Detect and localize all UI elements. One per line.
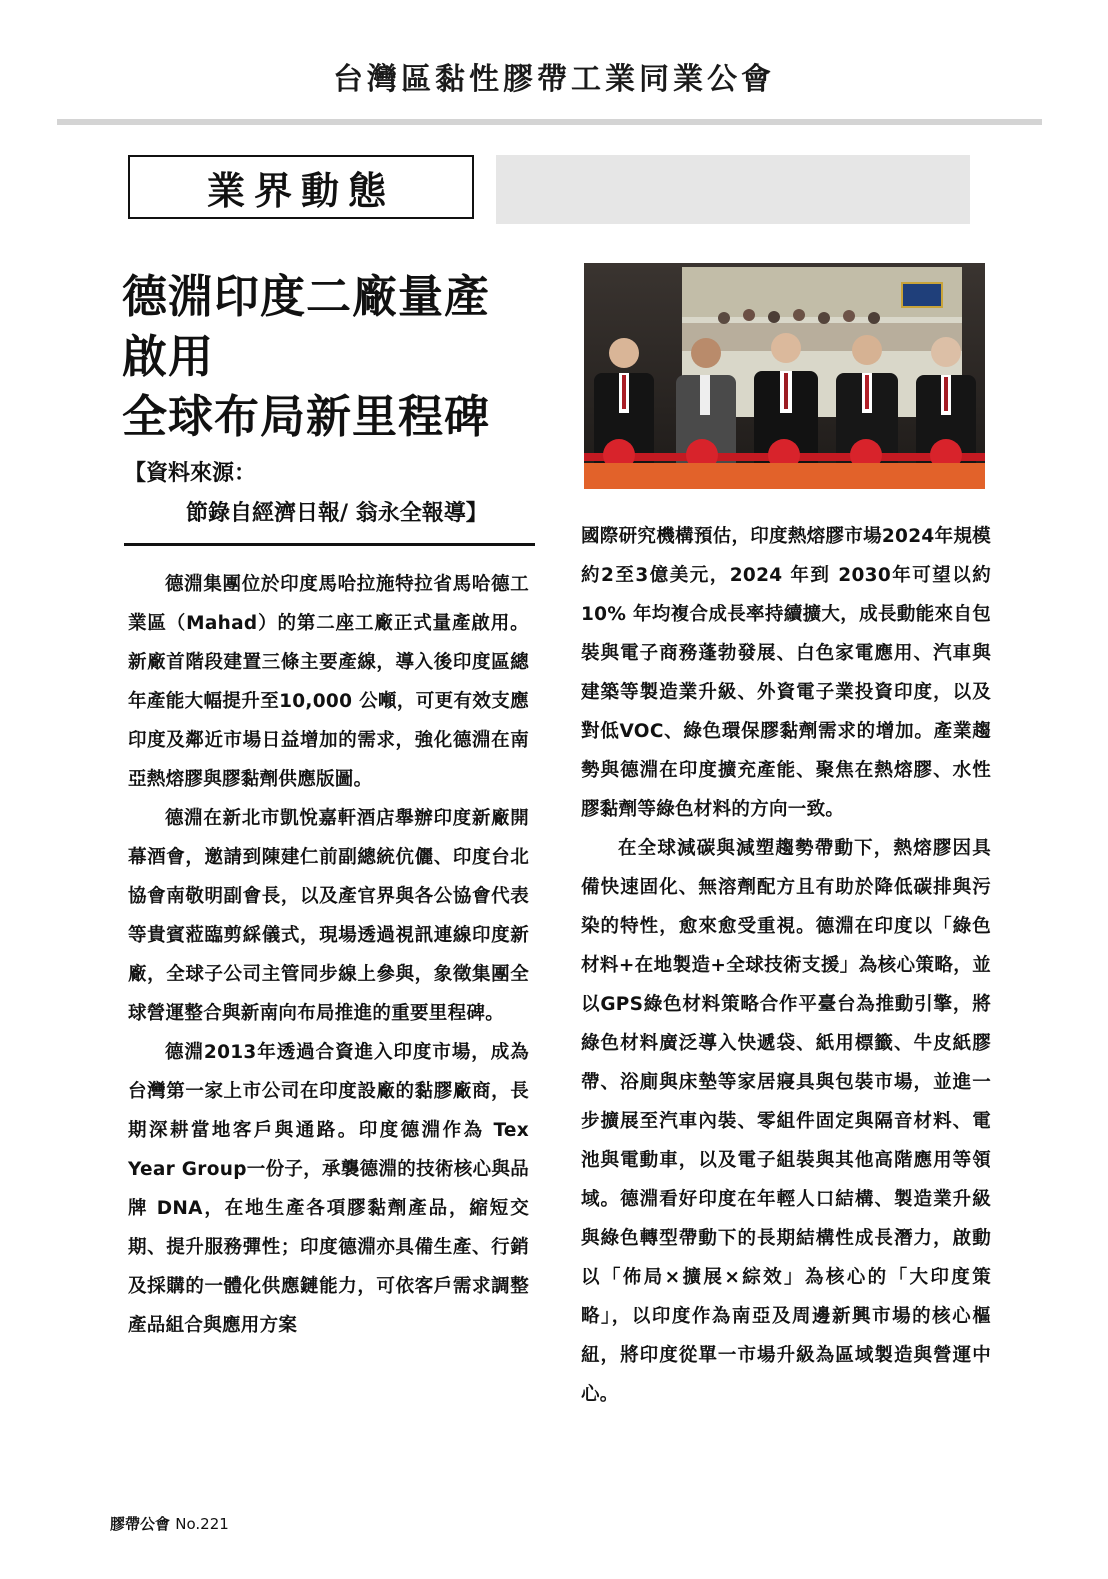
paragraph-1: 德淵集團位於印度馬哈拉施特拉省馬哈德工業區（Mahad）的第二座工廠正式量產啟用。新廠首階段建置三條主要產線，導入後印度區總年產能大幅提升至10,000 公噸，可更有效支應印度及鄰近市場日益增加的需求，強化德淵在南亞熱熔膠與膠黏劑供應版圖。	[128, 574, 529, 790]
publication-header: 台灣區黏性膠帶工業同業公會	[333, 62, 775, 97]
source-divider	[124, 543, 535, 546]
article-source	[124, 454, 544, 534]
headline-line-1: 德淵印度二廠量產	[122, 270, 491, 323]
article-column-left	[128, 565, 529, 1345]
source-line-2: 節錄自經濟日報/ 翁永全報導】	[186, 501, 488, 526]
headline-line-2: 啟用	[122, 330, 215, 383]
header-divider	[57, 119, 1042, 125]
ribbon-cutting-photo	[584, 263, 985, 489]
paragraph-5: 在全球減碳與減塑趨勢帶動下，熱熔膠因具備快速固化、無溶劑配方且有助於降低碳排與污染的特性，愈來愈受重視。德淵在印度以「綠色材料+在地製造+全球技術支援」為核心策略，並以GPS綠色材料策略合作平臺台為推動引擎，將綠色材料廣泛導入快遞袋、紙用標籤、牛皮紙膠帶、浴廁與床墊等家居寢具與包裝市場，並進一步擴展至汽車內裝、零組件固定與隔音材料、電池與電動車，以及電子組裝與其他高階應用等領域。德淵看好印度在年輕人口結構、製造業升級與綠色轉型帶動下的長期結構性成長潛力，啟動以「佈局×擴展×綜效」為核心的「大印度策略」，以印度作為南亞及周邊新興市場的核心樞紐，將印度從單一市場升級為區域製造與營運中心。	[581, 838, 991, 1405]
footer-magazine-name: 膠帶公會	[110, 1515, 171, 1533]
paragraph-4: 國際研究機構預估，印度熱熔膠市場2024年規模約2至3億美元，2024 年到 2030年可望以約10% 年均複合成長率持續擴大，成長動能來自包裝與電子商務蓬勃發展、白色家電應用、汽車與建築等製造業升級、外資電子業投資印度，以及對低VOC、綠色環保膠黏劑需求的增加。產業趨勢與德淵在印度擴充產能、聚焦在熱熔膠、水性膠黏劑等綠色材料的方向一致。	[581, 526, 991, 820]
headline-line-3: 全球布局新里程碑	[122, 390, 491, 443]
page-footer	[110, 1513, 229, 1534]
section-banner-bar	[496, 155, 970, 224]
article-headline	[122, 267, 542, 447]
article-column-right	[581, 517, 991, 1414]
paragraph-2: 德淵在新北市凱悅嘉軒酒店舉辦印度新廠開幕酒會，邀請到陳建仁前副總統伉儷、印度台北協會南敬明副會長，以及產官界與各公協會代表等貴賓蒞臨剪綵儀式，現場透過視訊連線印度新廠，全球子公司主管同步線上參與，象徵集團全球營運整合與新南向布局推進的重要里程碑。	[128, 808, 529, 1024]
footer-issue-number: No.221	[175, 1515, 229, 1533]
section-label: 業界動態	[128, 155, 474, 219]
source-line-1: 【資料來源：	[124, 461, 257, 486]
paragraph-3: 德淵2013年透過合資進入印度市場，成為台灣第一家上市公司在印度設廠的黏膠廠商，長期深耕當地客戶與通路。印度德淵作為 Tex Year Group一份子，承襲德淵的技術核心與品牌 DNA，在地生產各項膠黏劑產品，縮短交期、提升服務彈性；印度德淵亦具備生產、行銷及採購的一體化供應鏈能力，可依客戶需求調整產品組合與應用方案	[128, 1042, 529, 1336]
